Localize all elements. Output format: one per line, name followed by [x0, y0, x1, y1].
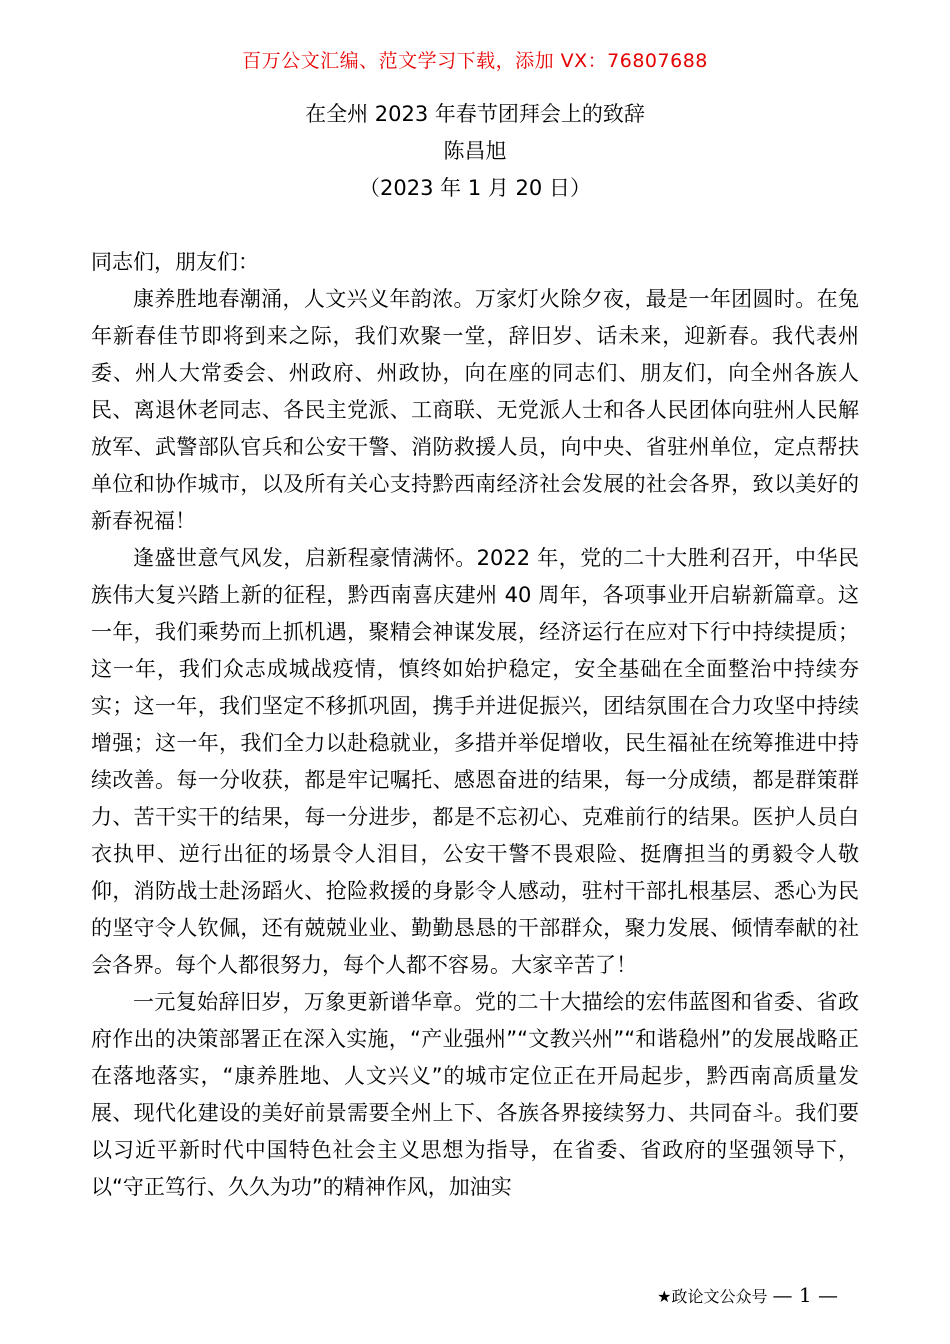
- footer-source: ★政论文公众号: [657, 1287, 768, 1306]
- document-date: （2023 年 1 月 20 日）: [359, 176, 591, 200]
- document-body: [91, 244, 859, 1206]
- page-number: — 1 —: [772, 1283, 838, 1307]
- page-footer: [657, 1283, 838, 1307]
- title-block: [0, 96, 950, 207]
- document-title: 在全州 2023 年春节团拜会上的致辞: [305, 102, 645, 126]
- document-author: 陈昌旭: [443, 139, 507, 163]
- paragraph-2: 逢盛世意气风发，启新程豪情满怀。2022 年，党的二十大胜利召开，中华民族伟大复兴踏上新的征程，黔西南喜庆建州 40 周年，各项事业开启崭新篇章。这一年，我们乘势而上抓机遇，聚精会神谋发展，经济运行在应对下行中持续提质；这一年，我们众志成城战疫情，慎终如始护稳定，安全基础在全面整治中持续夯实；这一年，我们坚定不移抓巩固，携手并进促振兴，团结氛围在合力攻坚中持续增强；这一年，我们全力以赴稳就业，多措并举促增收，民生福祉在统筹推进中持续改善。每一分收获，都是牢记嘱托、感恩奋进的结果，每一分成绩，都是群策群力、苦干实干的结果，每一分进步，都是不忘初心、克难前行的结果。医护人员白衣执甲、逆行出征的场景令人泪目，公安干警不畏艰险、挺膺担当的勇毅令人敬仰，消防战士赴汤蹈火、抢险救援的身影令人感动，驻村干部扎根基层、悉心为民的坚守令人钦佩，还有兢兢业业、勤勤恳恳的干部群众，聚力发展、倾情奉献的社会各界。每个人都很努力，每个人都不容易。大家辛苦了！: [91, 546, 859, 977]
- salutation: 同志们，朋友们：: [91, 250, 259, 274]
- paragraph-3: 一元复始辞旧岁，万象更新谱华章。党的二十大描绘的宏伟蓝图和省委、省政府作出的决策部署正在深入实施，“产业强州”“文教兴州”“和谐稳州”的发展战略正在落地落实，“康养胜地、人文兴义”的城市定位正在开局起步，黔西南高质量发展、现代化建设的美好前景需要全州上下、各族各界接续努力、共同奋斗。我们要以习近平新时代中国特色社会主义思想为指导，在省委、省政府的坚强领导下，以“守正笃行、久久为功”的精神作风，加油实: [91, 990, 859, 1199]
- download-banner: 百万公文汇编、范文学习下载，添加 VX：76807688: [242, 50, 708, 72]
- paragraph-1: 康养胜地春潮涌，人文兴义年韵浓。万家灯火除夕夜，最是一年团圆时。在兔年新春佳节即将到来之际，我们欢聚一堂，辞旧岁、话未来，迎新春。我代表州委、州人大常委会、州政府、州政协，向在座的同志们、朋友们，向全州各族人民、离退休老同志、各民主党派、工商联、无党派人士和各人民团体向驻州人民解放军、武警部队官兵和公安干警、消防救援人员，向中央、省驻州单位，定点帮扶单位和协作城市，以及所有关心支持黔西南经济社会发展的社会各界，致以美好的新春祝福！: [91, 287, 859, 533]
